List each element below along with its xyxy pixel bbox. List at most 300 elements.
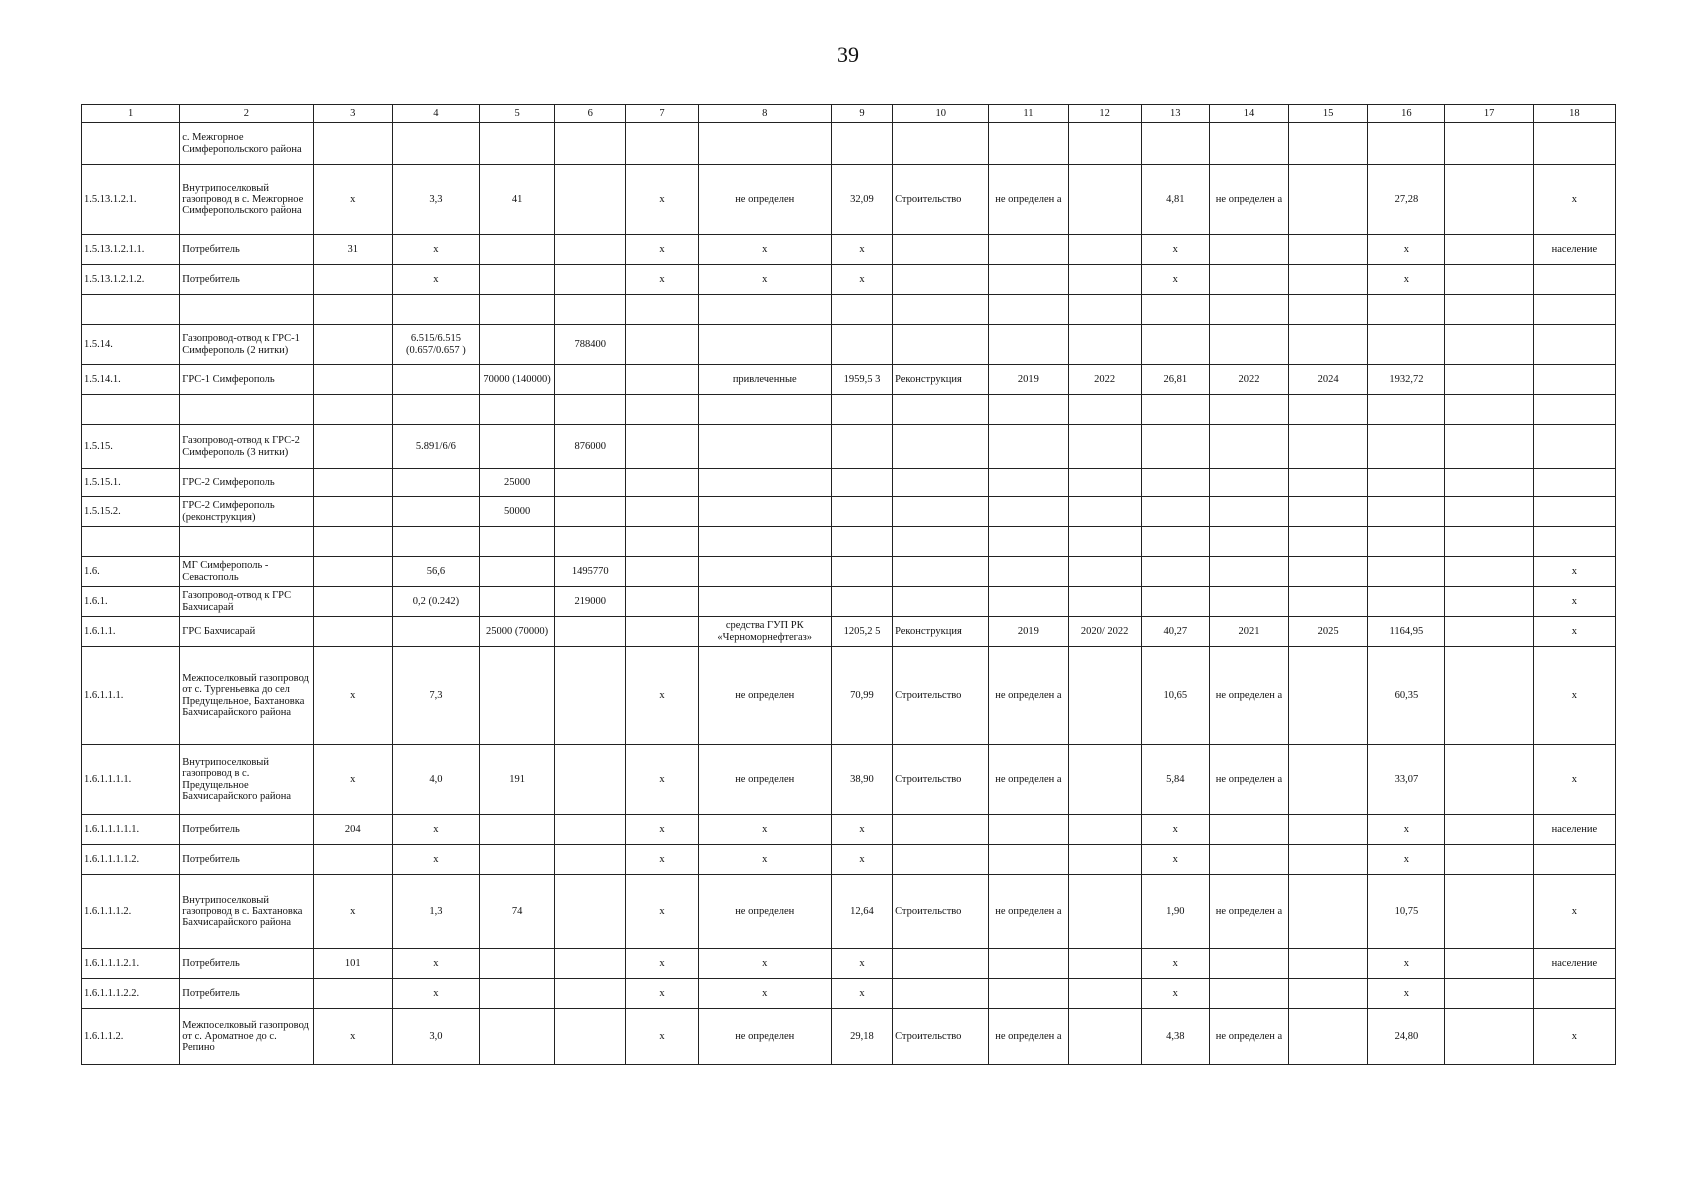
table-cell — [392, 497, 479, 527]
table-cell — [989, 469, 1068, 497]
table-cell: х — [1141, 979, 1209, 1009]
column-header: 12 — [1068, 105, 1141, 123]
table-cell: х — [831, 815, 892, 845]
table-cell — [831, 425, 892, 469]
table-cell — [480, 845, 555, 875]
table-cell: ГРС-2 Симферополь (реконструкция) — [180, 497, 313, 527]
table-cell — [1445, 527, 1533, 557]
table-row — [82, 325, 1616, 365]
table-cell — [1209, 527, 1288, 557]
table-cell — [1368, 497, 1445, 527]
table-cell — [989, 295, 1068, 325]
column-header: 13 — [1141, 105, 1209, 123]
table-cell — [1209, 295, 1288, 325]
table-cell — [989, 395, 1068, 425]
table-cell — [989, 815, 1068, 845]
table-cell — [555, 1009, 626, 1065]
table-cell — [893, 395, 989, 425]
table-cell: 4,38 — [1141, 1009, 1209, 1065]
table-cell: Газопровод-отвод к ГРС-2 Симферополь (3 нитки) — [180, 425, 313, 469]
table-cell: не определен а — [989, 1009, 1068, 1065]
table-cell: 25000 — [480, 469, 555, 497]
table-cell — [1445, 845, 1533, 875]
table-cell — [893, 949, 989, 979]
table-cell — [555, 875, 626, 949]
column-header: 8 — [698, 105, 831, 123]
table-cell — [555, 469, 626, 497]
table-cell: х — [313, 875, 392, 949]
table-cell — [555, 497, 626, 527]
table-cell — [893, 845, 989, 875]
table-cell — [1368, 425, 1445, 469]
table-cell — [1068, 815, 1141, 845]
page-number: 39 — [837, 42, 859, 67]
table-cell — [82, 123, 180, 165]
table-cell — [989, 949, 1068, 979]
table-cell — [1141, 527, 1209, 557]
table-cell — [313, 845, 392, 875]
table-cell: МГ Симферополь - Севастополь — [180, 557, 313, 587]
table-cell — [1289, 469, 1368, 497]
table-cell: х — [626, 815, 698, 845]
table-cell — [893, 325, 989, 365]
table-cell — [1068, 295, 1141, 325]
table-cell: 1.5.14. — [82, 325, 180, 365]
table-cell: 3,0 — [392, 1009, 479, 1065]
table-cell: х — [1368, 979, 1445, 1009]
table-cell: х — [1141, 949, 1209, 979]
table-cell — [1141, 425, 1209, 469]
table-cell — [555, 365, 626, 395]
table-cell: 1.5.15.1. — [82, 469, 180, 497]
table-cell — [313, 497, 392, 527]
table-cell — [1289, 815, 1368, 845]
table-cell — [989, 123, 1068, 165]
table-cell — [1289, 235, 1368, 265]
table-cell — [1209, 325, 1288, 365]
table-cell — [989, 527, 1068, 557]
table-cell — [989, 425, 1068, 469]
table-cell — [1068, 395, 1141, 425]
table-cell: 4,0 — [392, 745, 479, 815]
table-cell — [1141, 557, 1209, 587]
column-header: 4 — [392, 105, 479, 123]
table-cell: 70,99 — [831, 647, 892, 745]
table-cell — [1209, 979, 1288, 1009]
table-cell — [480, 265, 555, 295]
table-row — [82, 295, 1616, 325]
table-row — [82, 1009, 1616, 1065]
table-row — [82, 527, 1616, 557]
table-cell — [893, 425, 989, 469]
table-cell: х — [831, 265, 892, 295]
table-cell: х — [1368, 845, 1445, 875]
table-cell: не определен а — [1209, 1009, 1288, 1065]
table-cell: 26,81 — [1141, 365, 1209, 395]
table-cell — [893, 265, 989, 295]
table-cell — [893, 979, 989, 1009]
table-cell: х — [626, 845, 698, 875]
table-cell — [1289, 979, 1368, 1009]
table-cell: 70000 (140000) — [480, 365, 555, 395]
table-cell — [698, 469, 831, 497]
column-header: 3 — [313, 105, 392, 123]
table-cell: 1.6.1.1.1.2.1. — [82, 949, 180, 979]
table-cell — [1533, 395, 1615, 425]
table-cell — [698, 123, 831, 165]
table-cell — [893, 527, 989, 557]
table-cell — [1289, 395, 1368, 425]
table-cell — [480, 235, 555, 265]
column-header: 11 — [989, 105, 1068, 123]
table-cell — [893, 815, 989, 845]
table-cell: х — [626, 745, 698, 815]
table-row — [82, 815, 1616, 845]
table-cell — [313, 325, 392, 365]
table-cell — [392, 365, 479, 395]
table-cell: 1.5.15.2. — [82, 497, 180, 527]
table-cell — [831, 587, 892, 617]
table-cell: 1.6.1.1.1.1.2. — [82, 845, 180, 875]
table-cell — [1141, 123, 1209, 165]
table-cell: х — [392, 949, 479, 979]
table-cell: х — [1141, 265, 1209, 295]
table-cell: 3,3 — [392, 165, 479, 235]
table-cell — [180, 527, 313, 557]
table-cell — [555, 295, 626, 325]
table-cell: х — [698, 815, 831, 845]
table-cell: 1.6.1.1.2. — [82, 1009, 180, 1065]
table-cell — [555, 745, 626, 815]
table-cell — [180, 395, 313, 425]
table-cell — [831, 557, 892, 587]
table-cell — [480, 1009, 555, 1065]
table-cell: х — [831, 979, 892, 1009]
table-cell: 24,80 — [1368, 1009, 1445, 1065]
table-cell: ГРС Бахчисарай — [180, 617, 313, 647]
table-cell — [626, 425, 698, 469]
column-header: 16 — [1368, 105, 1445, 123]
table-cell — [313, 395, 392, 425]
table-cell — [1368, 395, 1445, 425]
table-cell: 56,6 — [392, 557, 479, 587]
table-cell: х — [313, 647, 392, 745]
table-row — [82, 365, 1616, 395]
table-cell: 1932,72 — [1368, 365, 1445, 395]
table-cell — [392, 295, 479, 325]
table-cell — [1368, 325, 1445, 365]
table-cell — [555, 235, 626, 265]
table-cell: 1.6.1.1.1.1.1. — [82, 815, 180, 845]
table-cell — [1445, 647, 1533, 745]
table-header-row — [82, 105, 1616, 123]
table-cell: х — [626, 979, 698, 1009]
table-cell — [1368, 587, 1445, 617]
table-cell — [1068, 949, 1141, 979]
table-cell: 219000 — [555, 587, 626, 617]
table-cell — [480, 815, 555, 845]
table-cell: 33,07 — [1368, 745, 1445, 815]
table-cell — [82, 527, 180, 557]
table-cell: 2024 — [1289, 365, 1368, 395]
table-cell — [480, 647, 555, 745]
table-cell — [1289, 647, 1368, 745]
table-cell: 1495770 — [555, 557, 626, 587]
table-cell — [698, 395, 831, 425]
table-cell: 1.5.14.1. — [82, 365, 180, 395]
table-cell — [1533, 265, 1615, 295]
table-cell — [989, 235, 1068, 265]
table-cell — [392, 469, 479, 497]
table-cell — [1533, 325, 1615, 365]
table-cell — [1445, 165, 1533, 235]
table-cell — [1533, 425, 1615, 469]
table-cell — [1068, 1009, 1141, 1065]
table-cell — [626, 587, 698, 617]
table-cell: 2022 — [1209, 365, 1288, 395]
column-header: 6 — [555, 105, 626, 123]
table-cell: население — [1533, 815, 1615, 845]
table-cell: х — [1533, 617, 1615, 647]
table-cell — [1368, 527, 1445, 557]
table-cell — [989, 845, 1068, 875]
table-cell — [1289, 425, 1368, 469]
table-cell — [555, 395, 626, 425]
table-cell — [626, 617, 698, 647]
table-cell — [555, 527, 626, 557]
table-cell: Строительство — [893, 1009, 989, 1065]
table-cell: 1.6.1.1.1.2. — [82, 875, 180, 949]
table-cell: 2019 — [989, 617, 1068, 647]
table-cell: х — [1368, 949, 1445, 979]
table-cell — [1445, 815, 1533, 845]
table-cell: не определен — [698, 647, 831, 745]
table-cell — [1289, 165, 1368, 235]
table-cell — [893, 497, 989, 527]
table-cell — [555, 647, 626, 745]
table-cell — [1209, 235, 1288, 265]
table-cell — [1209, 395, 1288, 425]
table-cell — [698, 425, 831, 469]
table-cell: не определен — [698, 1009, 831, 1065]
table-cell: 1.5.13.1.2.1.1. — [82, 235, 180, 265]
data-table — [81, 104, 1616, 1065]
table-cell — [1445, 949, 1533, 979]
table-cell — [1068, 497, 1141, 527]
table-cell: 191 — [480, 745, 555, 815]
table-cell — [1141, 497, 1209, 527]
table-cell: Внутрипоселковый газопровод в с. Межгорное Симферопольского района — [180, 165, 313, 235]
table-cell: 1164,95 — [1368, 617, 1445, 647]
table-cell — [893, 295, 989, 325]
table-cell — [1068, 165, 1141, 235]
table-cell — [313, 425, 392, 469]
table-row — [82, 979, 1616, 1009]
table-cell — [626, 325, 698, 365]
table-cell — [1068, 469, 1141, 497]
table-cell — [1068, 527, 1141, 557]
table-cell — [1068, 875, 1141, 949]
table-cell: 4,81 — [1141, 165, 1209, 235]
table-cell — [1289, 325, 1368, 365]
table-cell — [1068, 425, 1141, 469]
table-cell — [1445, 557, 1533, 587]
table-cell — [831, 295, 892, 325]
table-cell — [392, 395, 479, 425]
table-cell — [626, 295, 698, 325]
table-cell — [1533, 123, 1615, 165]
table-cell — [1209, 587, 1288, 617]
table-cell — [698, 295, 831, 325]
table-cell — [698, 557, 831, 587]
table-cell: 788400 — [555, 325, 626, 365]
table-cell: 1.5.15. — [82, 425, 180, 469]
table-cell: Потребитель — [180, 949, 313, 979]
table-row — [82, 165, 1616, 235]
table-cell: Реконструкция — [893, 617, 989, 647]
table-cell — [1289, 557, 1368, 587]
table-cell — [480, 325, 555, 365]
table-cell — [1068, 557, 1141, 587]
table-cell — [1068, 979, 1141, 1009]
table-cell: 1.6.1. — [82, 587, 180, 617]
table-cell: х — [698, 949, 831, 979]
table-cell: х — [698, 845, 831, 875]
table-cell: с. Межгорное Симферопольского района — [180, 123, 313, 165]
table-cell — [313, 469, 392, 497]
table-row — [82, 949, 1616, 979]
table-cell — [1289, 745, 1368, 815]
table-cell — [1445, 617, 1533, 647]
table-cell: х — [1533, 587, 1615, 617]
table-cell: ГРС-1 Симферополь — [180, 365, 313, 395]
table-cell — [1533, 295, 1615, 325]
table-row — [82, 875, 1616, 949]
table-cell: 101 — [313, 949, 392, 979]
table-cell: 10,65 — [1141, 647, 1209, 745]
table-cell — [698, 527, 831, 557]
table-cell — [313, 587, 392, 617]
table-cell — [555, 165, 626, 235]
table-row — [82, 745, 1616, 815]
table-cell — [626, 365, 698, 395]
table-cell — [1141, 469, 1209, 497]
table-cell: 41 — [480, 165, 555, 235]
table-cell — [626, 395, 698, 425]
table-cell — [893, 587, 989, 617]
table-cell: 0,2 (0.242) — [392, 587, 479, 617]
table-cell: х — [1533, 745, 1615, 815]
table-row — [82, 617, 1616, 647]
table-cell: х — [1368, 815, 1445, 845]
table-cell — [893, 469, 989, 497]
table-cell: х — [313, 745, 392, 815]
table-cell — [1289, 265, 1368, 295]
table-cell — [893, 123, 989, 165]
column-header: 10 — [893, 105, 989, 123]
table-cell — [1445, 325, 1533, 365]
table-cell: х — [831, 845, 892, 875]
table-cell — [82, 395, 180, 425]
table-cell: Межпоселковый газопровод от с. Тургеньевка до сел Предущельное, Бахтановка Бахчисарайского района — [180, 647, 313, 745]
table-cell: не определен а — [1209, 875, 1288, 949]
column-header: 2 — [180, 105, 313, 123]
table-cell — [626, 527, 698, 557]
table-cell — [480, 295, 555, 325]
table-cell — [1068, 265, 1141, 295]
table-cell — [1445, 295, 1533, 325]
table-cell — [480, 123, 555, 165]
table-row — [82, 587, 1616, 617]
table-cell: Строительство — [893, 647, 989, 745]
table-cell: 1,90 — [1141, 875, 1209, 949]
table-cell — [1533, 497, 1615, 527]
table-cell: 1959,5 3 — [831, 365, 892, 395]
table-cell — [1289, 587, 1368, 617]
table-cell — [626, 469, 698, 497]
table-cell — [313, 617, 392, 647]
table-cell — [1533, 469, 1615, 497]
table-cell: х — [313, 165, 392, 235]
table-row — [82, 265, 1616, 295]
column-header: 14 — [1209, 105, 1288, 123]
table-cell — [1209, 557, 1288, 587]
table-cell — [1209, 845, 1288, 875]
table-cell: 74 — [480, 875, 555, 949]
table-cell — [1533, 527, 1615, 557]
table-cell — [698, 587, 831, 617]
table-cell: х — [1368, 235, 1445, 265]
table-cell: привлеченные — [698, 365, 831, 395]
table-cell — [1533, 979, 1615, 1009]
column-header: 1 — [82, 105, 180, 123]
table-cell — [831, 527, 892, 557]
table-cell — [555, 123, 626, 165]
table-cell — [1445, 875, 1533, 949]
table-cell: Газопровод-отвод к ГРС Бахчисарай — [180, 587, 313, 617]
table-cell — [555, 265, 626, 295]
table-cell: х — [392, 845, 479, 875]
table-row — [82, 845, 1616, 875]
table-cell — [1533, 845, 1615, 875]
column-header: 9 — [831, 105, 892, 123]
table-cell — [1289, 875, 1368, 949]
table-cell — [1445, 497, 1533, 527]
table-cell — [1445, 979, 1533, 1009]
table-cell — [1289, 845, 1368, 875]
table-cell — [1533, 365, 1615, 395]
table-cell: не определен а — [989, 875, 1068, 949]
table-cell — [1068, 745, 1141, 815]
table-cell: не определен а — [989, 165, 1068, 235]
table-row — [82, 425, 1616, 469]
table-row — [82, 647, 1616, 745]
table-cell: Строительство — [893, 165, 989, 235]
table-cell: не определен а — [1209, 745, 1288, 815]
table-cell — [1209, 469, 1288, 497]
table-cell — [313, 295, 392, 325]
table-cell — [1209, 425, 1288, 469]
table-cell — [313, 979, 392, 1009]
table-cell — [1209, 815, 1288, 845]
table-cell: х — [698, 235, 831, 265]
table-cell: 10,75 — [1368, 875, 1445, 949]
table-cell: х — [1141, 235, 1209, 265]
table-cell: 32,09 — [831, 165, 892, 235]
table-cell: 31 — [313, 235, 392, 265]
table-cell: 1.6.1.1. — [82, 617, 180, 647]
table-cell: х — [626, 265, 698, 295]
